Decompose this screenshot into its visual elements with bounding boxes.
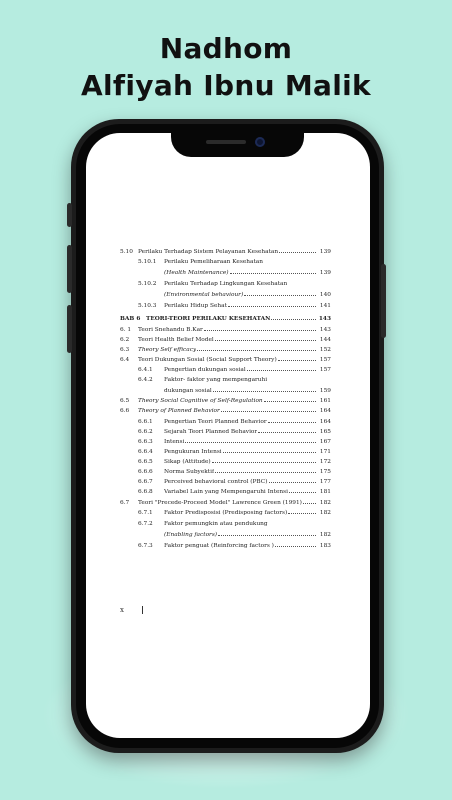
toc-number: 6.4.2 [138, 377, 153, 383]
toc-page-number: 182 [319, 500, 331, 506]
app-title [0, 30, 452, 104]
toc-row[interactable] [120, 407, 331, 416]
toc-number: 6.7.2 [138, 521, 153, 527]
toc-number: 6.3 [120, 347, 130, 353]
toc-page-number: 181 [319, 489, 331, 495]
toc-row[interactable] [120, 418, 331, 427]
toc-page-number: 171 [319, 449, 331, 455]
toc-title: dukungan sosial [164, 388, 212, 394]
toc-row[interactable] [120, 397, 331, 406]
title-line-1: Nadhom [159, 32, 293, 65]
toc-page-number: 165 [319, 429, 331, 435]
toc-title: (Enabling factors) [164, 532, 218, 538]
toc-title: Perilaku Terhadap Sistem Pelayanan Kesehatan [138, 249, 279, 255]
toc-number: 6.6.8 [138, 489, 153, 495]
toc-title: Theory Social Cognitive of Self-Regulation [138, 398, 263, 404]
toc-number: 6.7.1 [138, 510, 153, 516]
mute-switch [67, 203, 72, 227]
toc-title: Perilaku Pemeliharaan Kesehatan [164, 259, 263, 265]
toc-number: 6. 1 [120, 327, 132, 333]
toc-page-number: 157 [319, 357, 331, 363]
toc-row[interactable] [120, 509, 331, 518]
toc-title: Perceived behavioral control (PBC) [164, 479, 268, 485]
toc-page-number: 172 [319, 459, 331, 465]
toc-leader [275, 542, 316, 547]
page-divider [142, 606, 143, 614]
toc-page-number: 182 [319, 510, 331, 516]
toc-number: 6.6.1 [138, 419, 153, 425]
toc-title: Teori "Precede-Proceed Model" Lawrence Green (1991) [138, 500, 302, 506]
toc-leader [288, 509, 316, 514]
toc-leader [247, 366, 316, 371]
toc-leader [264, 397, 316, 402]
speaker-grille [206, 140, 246, 144]
toc-row[interactable] [120, 531, 331, 540]
toc-row[interactable] [120, 269, 331, 278]
toc-number: 6.7.3 [138, 543, 153, 549]
toc-number: 6.6 [120, 408, 130, 414]
toc-number: 5.10.3 [138, 303, 157, 309]
toc-number: 5.10.1 [138, 259, 157, 265]
toc-row[interactable] [120, 488, 331, 497]
toc-number: 6.6.7 [138, 479, 153, 485]
toc-title: Teori Health Belief Model [138, 337, 214, 343]
toc-leader [213, 387, 316, 392]
toc-number: 6.2 [120, 337, 130, 343]
power-button [381, 264, 386, 338]
toc-row[interactable] [120, 366, 331, 375]
toc-leader [244, 291, 316, 296]
toc-leader [278, 356, 316, 361]
toc-row[interactable] [120, 458, 331, 467]
toc-page-number: 182 [319, 532, 331, 538]
toc-row[interactable] [120, 428, 331, 437]
toc-row[interactable] [120, 346, 331, 355]
toc-page-number: 175 [319, 469, 331, 475]
toc-leader [215, 468, 316, 473]
toc-number: 6.7 [120, 500, 130, 506]
toc-leader [279, 248, 316, 253]
toc-title: Perilaku Terhadap Lingkungan Kesehatan [164, 281, 288, 287]
toc-leader [223, 448, 316, 453]
toc-title: Pengertian Teori Planned Behavior [164, 419, 267, 425]
toc-leader [271, 315, 316, 320]
toc-leader [289, 488, 316, 493]
toc-title: Faktor pemungkin atau pendukung [164, 521, 268, 527]
toc-title: Faktor penguat (Reinforcing factors ) [164, 543, 274, 549]
toc-leader [269, 478, 317, 483]
toc-title: Sejarah Teori Planned Behavior [164, 429, 258, 435]
toc-title: Sikap (Attitude) [164, 459, 211, 465]
toc-row[interactable] [120, 468, 331, 477]
toc-row[interactable] [120, 478, 331, 487]
toc-row[interactable] [120, 258, 331, 267]
toc-row[interactable] [120, 448, 331, 457]
toc-title: Theory of Planned Behavior [138, 408, 220, 414]
toc-leader [221, 407, 316, 412]
toc-title: Teori Snehandu B.Kar [138, 327, 203, 333]
toc-title: Variabel Lain yang Mempengaruhi Intensi [164, 489, 288, 495]
toc-page-number: 143 [318, 316, 331, 322]
toc-page-number: 157 [319, 367, 331, 373]
toc-page-number: 183 [319, 543, 331, 549]
toc-page-number: 164 [319, 408, 331, 414]
toc-number: 6.6.4 [138, 449, 153, 455]
phone-screen[interactable] [86, 133, 370, 738]
toc-page-number: 177 [319, 479, 331, 485]
toc-title: (Health Maintenance) [164, 270, 229, 276]
volume-down-button [67, 305, 72, 353]
toc-page-number: 143 [319, 327, 331, 333]
toc-row[interactable] [120, 326, 331, 335]
toc-row[interactable] [120, 356, 331, 365]
toc-page-number: 139 [319, 249, 331, 255]
toc-title: Theory Self efficacy [138, 347, 197, 353]
toc-page-number: 144 [319, 337, 331, 343]
toc-leader [258, 428, 316, 433]
toc-leader [204, 326, 316, 331]
volume-up-button [67, 245, 72, 293]
camera-icon [255, 137, 265, 147]
toc-number: 6.6.6 [138, 469, 153, 475]
toc-page-number: 167 [319, 439, 331, 445]
toc-row[interactable] [120, 302, 331, 311]
toc-page-number: 164 [319, 419, 331, 425]
title-line-2: Alfiyah Ibnu Malik [81, 69, 371, 102]
toc-leader [303, 499, 316, 504]
toc-number: 6.6.2 [138, 429, 153, 435]
toc-number: 6.6.3 [138, 439, 153, 445]
toc-page-number: 140 [319, 292, 331, 298]
toc-number: 6.5 [120, 398, 130, 404]
toc-number: 6.4.1 [138, 367, 153, 373]
toc-number: 5.10 [120, 249, 133, 255]
toc-page-number: 139 [319, 270, 331, 276]
toc-number: 5.10.2 [138, 281, 157, 287]
toc-title: Faktor Predisposisi (Predisposing factors) [164, 510, 288, 516]
toc-number: BAB 6 [120, 316, 141, 322]
toc-row[interactable] [120, 499, 331, 508]
toc-title: Intensi [164, 439, 185, 445]
toc-row[interactable] [120, 291, 331, 300]
toc-row[interactable] [120, 336, 331, 345]
toc-row[interactable] [120, 387, 331, 396]
toc-leader [228, 302, 316, 307]
toc-page-number: 141 [319, 303, 331, 309]
toc-leader [218, 531, 316, 536]
toc-page-number: 159 [319, 388, 331, 394]
toc-page-number: 161 [319, 398, 331, 404]
toc-row[interactable] [120, 542, 331, 551]
toc-leader [185, 438, 316, 443]
toc-leader [212, 458, 316, 463]
toc-leader [268, 418, 316, 423]
page-footer-mark: x [120, 606, 124, 614]
toc-row[interactable] [120, 248, 331, 257]
toc-row[interactable] [120, 315, 331, 324]
toc-title: Pengertian dukungan sosial [164, 367, 246, 373]
toc-title: Teori Dukungan Sosial (Social Support Theory) [138, 357, 277, 363]
toc-row[interactable] [120, 520, 331, 529]
toc-title: Norma Subyektif [164, 469, 215, 475]
toc-leader [230, 269, 316, 274]
toc-number: 6.6.5 [138, 459, 153, 465]
toc-title: Faktor- faktor yang mempengaruhi [164, 377, 268, 383]
toc-row[interactable] [120, 280, 331, 289]
toc-title: Perilaku Hidup Sehat [164, 303, 227, 309]
toc-leader [197, 346, 316, 351]
toc-number: 6.4 [120, 357, 130, 363]
toc-row[interactable] [120, 376, 331, 385]
toc-title: Pengukuran Intensi [164, 449, 222, 455]
toc-title: TEORI-TEORI PERILAKU KESEHATAN [146, 316, 271, 322]
toc-page-number: 152 [319, 347, 331, 353]
toc-title: (Environmental behaviour) [164, 292, 244, 298]
toc-leader [215, 336, 316, 341]
toc-row[interactable] [120, 438, 331, 447]
